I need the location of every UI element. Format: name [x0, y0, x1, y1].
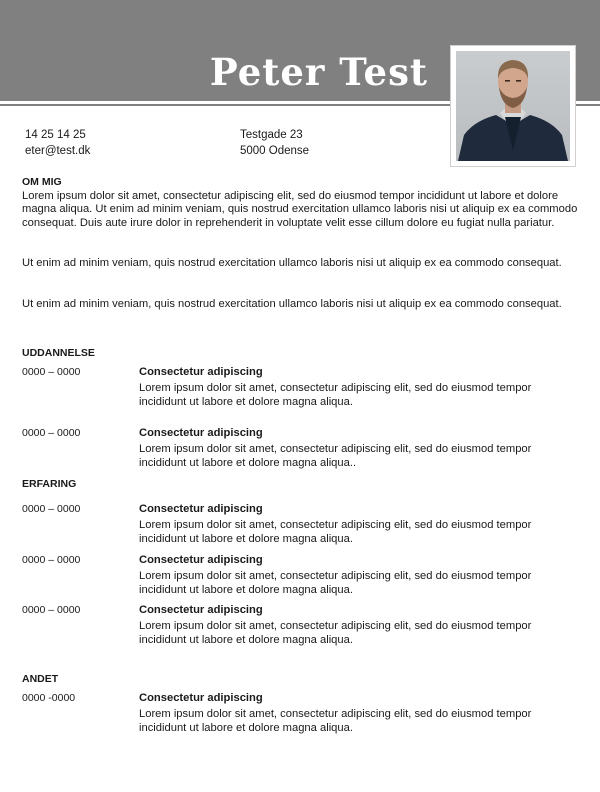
entry-date: 0000 – 0000 [22, 554, 81, 566]
entry-date: 0000 -0000 [22, 692, 76, 704]
phone-number: 14 25 14 25 [25, 129, 86, 141]
section-heading-about: OM MIG [22, 176, 62, 188]
entry-description: Lorem ipsum dolor sit amet, consectetur adipiscing elit, sed do eiusmod tempor incididunt ut labore et dolore magna aliqua. [139, 382, 532, 408]
entry-date: 0000 – 0000 [22, 604, 81, 616]
entry-title: Consectetur adipiscing [139, 366, 263, 378]
contact-right [240, 127, 309, 159]
entry-description: Lorem ipsum dolor sit amet, consectetur adipiscing elit, sed do eiusmod tempor incididunt ut labore et dolore magna aliqua. [139, 570, 532, 596]
portrait-illustration [456, 51, 570, 161]
entry-date: 0000 – 0000 [22, 366, 81, 378]
entry-title: Consectetur adipiscing [139, 503, 263, 515]
entry-title: Consectetur adipiscing [139, 554, 263, 566]
entry-date: 0000 – 0000 [22, 427, 81, 439]
section-heading-experience: ERFARING [22, 478, 77, 490]
entry-title: Consectetur adipiscing [139, 692, 263, 704]
contact-left [25, 127, 90, 159]
about-paragraph-1: Lorem ipsum dolor sit amet, consectetur adipiscing elit, sed do eiusmod tempor incididunt ut labore et dolore magna aliqua. Ut enim ad minim veniam, quis nostrud exercitation ullamco laboris nisi ut aliquip ex ea commodo consequat. Duis aute irure dolor in reprehenderit in voluptate velit esse cillum dolore eu fugiat nulla pariatur. [22, 190, 578, 229]
entry-title: Consectetur adipiscing [139, 604, 263, 616]
candidate-name: Peter Test [209, 50, 428, 94]
entry-description: Lorem ipsum dolor sit amet, consectetur adipiscing elit, sed do eiusmod tempor incididunt ut labore et dolore magna aliqua. [139, 708, 532, 734]
entry-date: 0000 – 0000 [22, 503, 81, 515]
city-address: 5000 Odense [240, 145, 310, 157]
entry-description: Lorem ipsum dolor sit amet, consectetur adipiscing elit, sed do eiusmod tempor incididunt ut labore et dolore magna aliqua.. [139, 443, 532, 469]
about-paragraph-2: Ut enim ad minim veniam, quis nostrud exercitation ullamco laboris nisi ut aliquip ex ea commodo consequat. [22, 257, 562, 269]
section-heading-education: UDDANNELSE [22, 347, 95, 359]
street-address: Testgade 23 [240, 129, 303, 141]
profile-photo-frame [450, 45, 576, 167]
entry-description: Lorem ipsum dolor sit amet, consectetur adipiscing elit, sed do eiusmod tempor incididunt ut labore et dolore magna aliqua. [139, 519, 532, 545]
entry-title: Consectetur adipiscing [139, 427, 263, 439]
section-heading-other: ANDET [22, 673, 59, 685]
email-address: eter@test.dk [25, 145, 91, 157]
profile-photo [456, 51, 570, 161]
entry-description: Lorem ipsum dolor sit amet, consectetur adipiscing elit, sed do eiusmod tempor incididunt ut labore et dolore magna aliqua. [139, 620, 532, 646]
about-paragraph-3: Ut enim ad minim veniam, quis nostrud exercitation ullamco laboris nisi ut aliquip ex ea commodo consequat. [22, 298, 562, 310]
